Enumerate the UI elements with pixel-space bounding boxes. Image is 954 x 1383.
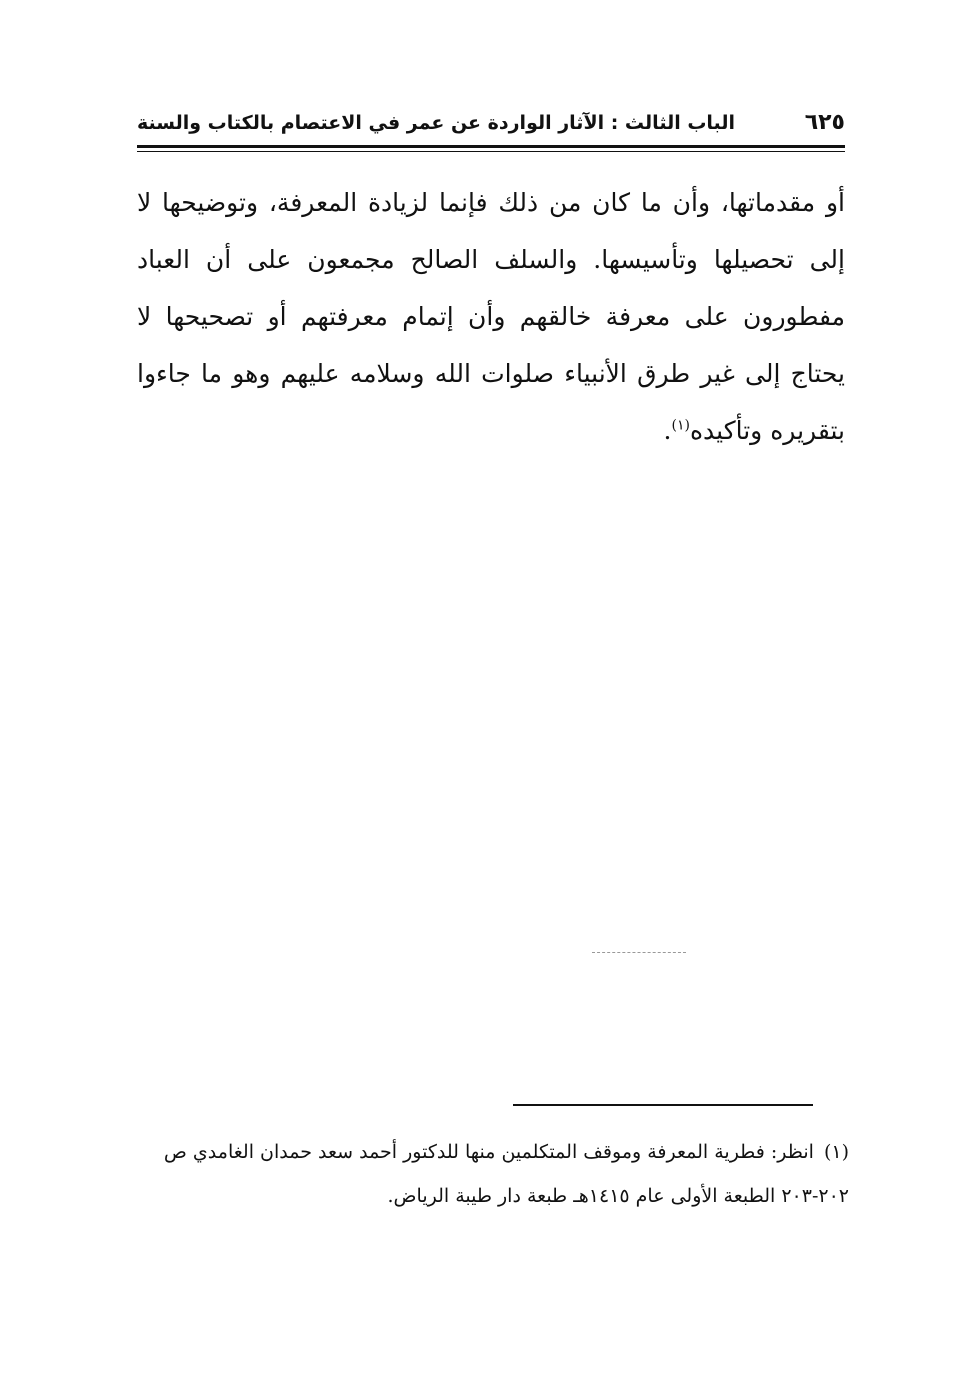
footnote-number: (١) xyxy=(823,1141,849,1163)
running-header xyxy=(137,112,845,142)
footnote-line-1 xyxy=(137,1130,849,1174)
footnote-text-2: ٢٠٢-٢٠٣ الطبعة الأولى عام ١٤١٥هـ طبعة دار طيبة الرياض. xyxy=(387,1185,849,1207)
main-paragraph xyxy=(137,174,845,459)
page-number: ٦٢٥ xyxy=(804,110,845,135)
scan-artifact-line xyxy=(592,952,686,953)
paragraph-end-punctuation: . xyxy=(663,416,672,445)
header-rule-thick xyxy=(137,145,845,148)
paragraph-text: أو مقدماتها، وأن ما كان من ذلك فإنما لزيادة المعرفة، وتوضيحها لا إلى تحصيلها وتأسيسها. والسلف الصالح مجمعون على أن العباد مفطورون على معرفة خالقهم وأن إتمام معرفتهم أو تصحيحها لا يحتاج إلى غير طرق الأنبياء صلوات الله وسلامه عليهم وهو ما جاءوا بتقريره وتأكيده xyxy=(137,188,845,445)
header-rule-thin xyxy=(137,151,845,152)
footnote-separator xyxy=(513,1104,813,1106)
footnote-text-1: انظر: فطرية المعرفة وموقف المتكلمين منها للدكتور أحمد سعد حمدان الغامدي ص xyxy=(163,1141,814,1163)
chapter-title: الباب الثالث : الآثار الواردة عن عمر في الاعتصام بالكتاب والسنة xyxy=(137,112,735,134)
footnote xyxy=(137,1130,849,1218)
footnote-reference[interactable]: (١) xyxy=(671,417,690,434)
footnote-line-2 xyxy=(137,1174,849,1218)
